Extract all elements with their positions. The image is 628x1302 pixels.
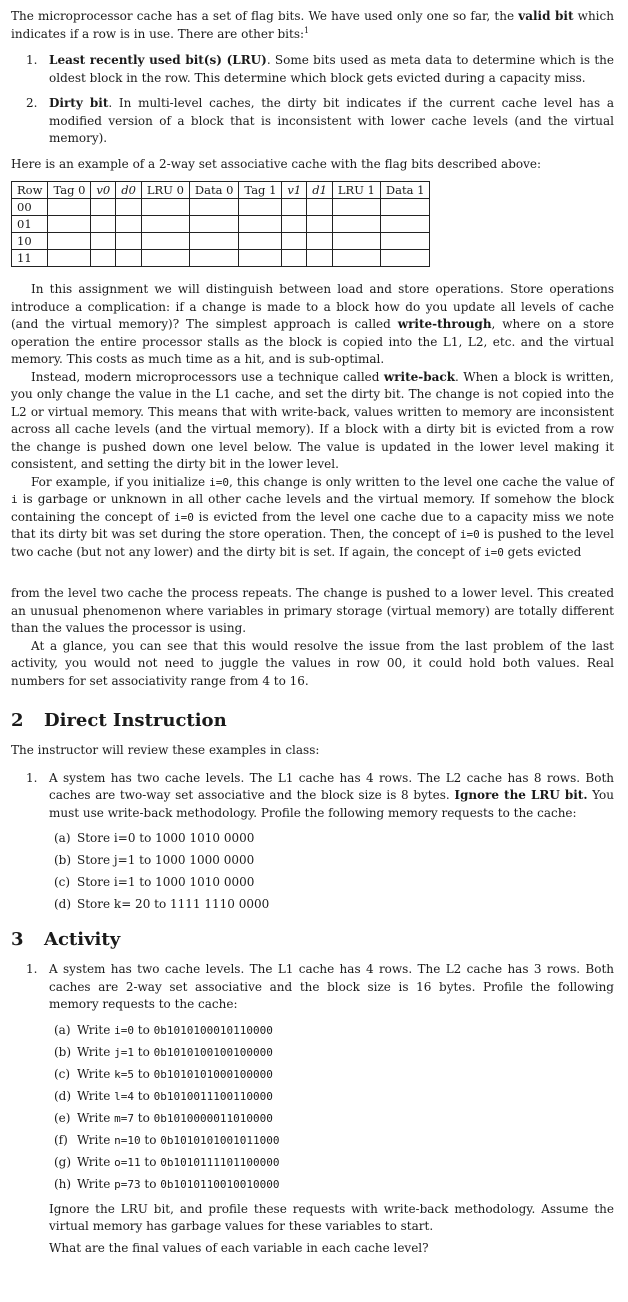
column-header: Data 1 [380,182,430,199]
list-item: 1. Least recently used bit(s) (LRU). Some bits used as meta data to determine which is the oldest block in the row. This determine which block gets evicted during a capacity miss. [26,53,614,85]
list-item: (b) Store j=1 to 1000 1000 0000 [54,853,255,867]
continuation-paragraph: from the level two cache the process repeats. The change is pushed to a lower level. This created an unusual phenomenon where variables in primary storage (virtual memory) are totally different than the values the processor is using. [11,586,614,635]
glance-paragraph: At a glance, you can see that this would resolve the issue from the last problem of the last activity, you would not need to juggle the values in row 00, it could hold both values. Real numbers for set associativity range from 4 to 16. [11,638,614,688]
table-row: 01 [12,216,430,233]
column-header: Tag 1 [239,182,282,199]
document-page [11,8,614,1265]
list-item: 2. Dirty bit. In multi-level caches, the dirty bit indicates if the current cache level has a modified version of a block that is inconsistent with lower cache levels (and the virtual memory). [26,96,614,145]
flag-bits-list [11,52,614,148]
list-item: (d) Store k= 20 to 1111 1110 0000 [54,897,270,911]
column-header: Tag 0 [48,182,91,199]
section-2-intro: The instructor will review these examples in class: [11,743,320,757]
valid-bit-term: valid bit [518,9,574,23]
column-header: Row [12,182,48,199]
list-item: (f) Write n=10 to 0b1010101001011000 [54,1132,280,1147]
list-item: 1. A system has two cache levels. The L1 cache has 4 rows. The L2 cache has 3 rows. Both caches are 2-way set associative and the block size is 16 bytes. Profile the following memory requests to the cache: (a) Write i=0 to 0b1010100010110000 (b) Write j=1 to 0b1010100100100000 (c) Write k=5 to 0b1010101000100000 (d) Write l=4 to 0b1010011100110000 (e) Write m=7 to 0b1010000011010000 (f) Write n=10 to 0b1010101001011000 (g) Write o=11 to 0b1010111101100000 (h) Write p=73 to 0b1010110010010000 Ignore the LRU bit, and profile these requests with write-back methodology. Assume the virtual memory has garbage values for these variables to start. What are the final values of each variable in each cache level? [11,961,614,1257]
list-item: (e) Write m=7 to 0b1010000011010000 [54,1110,273,1125]
list-item: (b) Write j=1 to 0b1010100100100000 [54,1044,273,1059]
table-row: 11 [12,250,430,267]
section-3-instructions: Ignore the LRU bit, and profile these requests with write-back methodology. Assume the virtual memory has garbage values for these variables to start. [49,1201,614,1233]
example-intro: Here is an example of a 2-way set associative cache with the flag bits described above: [11,156,542,171]
table-row: 10 [12,233,430,250]
section-3-heading: 3 Activity [11,929,121,950]
list-item: (a) Write i=0 to 0b1010100010110000 [54,1022,273,1037]
column-header: d1 [307,182,333,199]
list-item: (g) Write o=11 to 0b1010111101100000 [54,1154,280,1169]
table-header-row [12,182,430,199]
column-header: Data 0 [189,182,239,199]
section-2-question-list [11,770,614,914]
list-item: (c) Write k=5 to 0b1010101000100000 [54,1066,273,1081]
write-through-paragraph: In this assignment we will distinguish between load and store operations. Store operations introduce a complication: if a change is made to a block how do you update all levels of cache (and the virtual memory)? The simplest approach is called write-through, where on a store operation the entire processor stalls as the block is copied into the L1, L2, etc. and the virtual memory. This costs as much time as a hit, and is sub-optimal. [11,282,615,366]
example-paragraph: For example, if you initialize i=0, this change is only written to the level one cache the value of i is garbage or unknown in all other cache levels and the virtual memory. If somehow the block containing the concept of i=0 is evicted from the level one cache due to a capacity miss we note that its dirty bit was set during the store operation. Then, the concept of i=0 is pushed to the level two cache (but not any lower) and the dirty bit is set. If again, the concept of i=0 gets evicted [11,474,614,559]
table-row: 00 [12,199,430,216]
column-header: d0 [116,182,142,199]
intro-paragraph: The microprocessor cache has a set of flag bits. We have used only one so far, the valid bit which indicates if a row is in use. There are other bits:$^1$ [11,9,614,41]
column-header: v0 [91,182,116,199]
section-3-question-list [11,961,614,1257]
section-3-requests [11,1022,614,1193]
section-3-final-question: What are the final values of each variable in each cache level? [49,1240,429,1255]
column-header: LRU 1 [332,182,380,199]
section-2-heading: 2 Direct Instruction [11,710,227,731]
list-item: (d) Write l=4 to 0b1010011100110000 [54,1088,273,1103]
section-2-requests [11,830,614,913]
column-header: v1 [282,182,307,199]
column-header: LRU 0 [141,182,189,199]
list-item: (a) Store i=0 to 1000 1010 0000 [54,831,255,845]
list-item: (h) Write p=73 to 0b1010110010010000 [54,1176,280,1191]
list-item: 1. A system has two cache levels. The L1 cache has 4 rows. The L2 cache has 8 rows. Both caches are two-way set associative and the block size is 8 bytes. Ignore the LRU bit. You must use write-back methodology. Profile the following memory requests to the cache: (a) Store i=0 to 1000 1010 0000 (b) Store j=1 to 1000 1000 0000 (c) Store i=1 to 1000 1010 0000 (d) Store k= 20 to 1111 1110 0000 [11,770,614,914]
footnote-marker: 1 [304,25,310,35]
cache-table [11,181,430,267]
list-item: (c) Store i=1 to 1000 1010 0000 [54,875,255,889]
write-back-paragraph: Instead, modern microprocessors use a technique called write-back. When a block is written, you only change the value in the L1 cache, and set the dirty bit. The change is not copied into the L2 or virtual memory. This means that with write-back, values written to memory are inconsistent across all cache levels (and the virtual memory). If a block with a dirty bit is evicted from a row the change is pushed down one level below. The value is updated in the lower level making it consistent, and setting the dirty bit in the lower level. [11,369,614,471]
